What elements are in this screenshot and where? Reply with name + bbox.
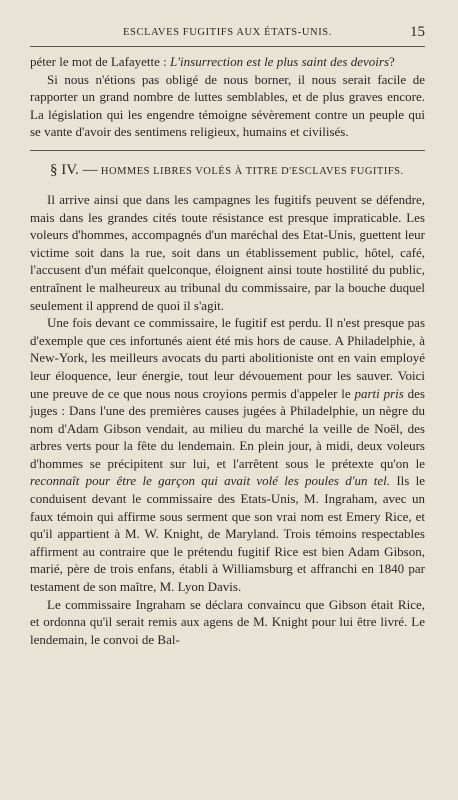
paragraph-5: Le commissaire Ingraham se déclara convaincu que Gibson était Rice, et ordonna qu'il serait remis aux agens de M. Knight pour lui être livré. Le lendemain, le convoi de Bal-: [30, 596, 425, 647]
section-number: § IV. —: [50, 161, 98, 178]
paragraph-4-italic-2: reconnaît pour être le garçon qui avait volé les poules d'un tel.: [30, 473, 391, 489]
paragraph-1-text-b: ?: [389, 54, 395, 69]
paragraph-4: [30, 314, 425, 596]
paragraph-4-text-b: des juges : Dans l'une des premières causes jugées à Philadelphie, un nègre du nom d'Adam Gibson vendait, au milieu du marché la veille de Noël, des arbres verts pour la fête du lendemain. En plein jour, à midi, deux voleurs d'hommes se précipitent sur lui, et l'arrêtent sous le prétexte qu'on le: [30, 385, 425, 471]
paragraph-4-italic-1: parti pris: [354, 385, 404, 401]
paragraph-1: [30, 53, 425, 71]
paragraph-2: Si nous n'étions pas obligé de nous borner, il nous serait facile de rapporter un grand nombre de luttes semblables, et de plus graves encore. La législation qui les engendre témoigne sévèrement contre un peuple qui se vante d'avoir des sentimens religieux, humains et civilisés.: [30, 71, 425, 140]
section-divider: [30, 150, 425, 151]
paragraph-1-text-a: péter le mot de Lafayette :: [30, 54, 171, 69]
paragraph-4-text-c: Ils le conduisent devant le commissaire des Etats-Unis, M. Ingraham, avec un faux témoin qui affirme sous serment que son vrai nom est Emery Rice, et qu'il appartient à M. W. Knight, de Maryland. Trois témoins respectables affirment au contraire que le prétendu fugitif Rice est bien Adam Gibson, marié, père de trois enfans, établi à Williamsburg et affranchi en 1840 par testament de son maître, M. Lyon Davis.: [30, 473, 425, 595]
section-heading: [50, 161, 425, 181]
running-head: ESCLAVES FUGITIFS AUX ÉTATS-UNIS.: [123, 27, 332, 38]
paragraph-3: Il arrive ainsi que dans les campagnes les fugitifs peuvent se défendre, mais dans les grandes cités toute résistance est presque impraticable. Les voleurs d'hommes, accompagnés d'un maréchal des Etat-Unis, guettent leur victime soit dans la rue, soit dans un établissement public, hôtel, café, l'accusent d'un méfait quelconque, éloignent ainsi toute hostilité du public, entraînent le malheureux au tribunal du commissaire, par la bouche duquel seulement il apprend de quoi il s'agit.: [30, 191, 425, 313]
paragraph-4-text-a: Une fois devant ce commissaire, le fugitif est perdu. Il n'est presque pas d'exemple que ces infortunés aient été mis hors de cause. A Philadelphie, à New-York, les meilleurs avocats du parti abolitioniste ont en vain employé leur éloquence, leur énergie, tout leur dévouement pour les sauver. Voici une preuve de ce que nous nous croyions permis d'appeler le: [30, 315, 425, 401]
page-number: 15: [410, 24, 425, 40]
page-header: [30, 24, 425, 47]
paragraph-1-italic: L'insurrection est le plus saint des devoirs: [170, 54, 390, 69]
section-title: HOMMES LIBRES VOLÉS À TITRE D'ESCLAVES FUGITIFS.: [100, 165, 404, 177]
